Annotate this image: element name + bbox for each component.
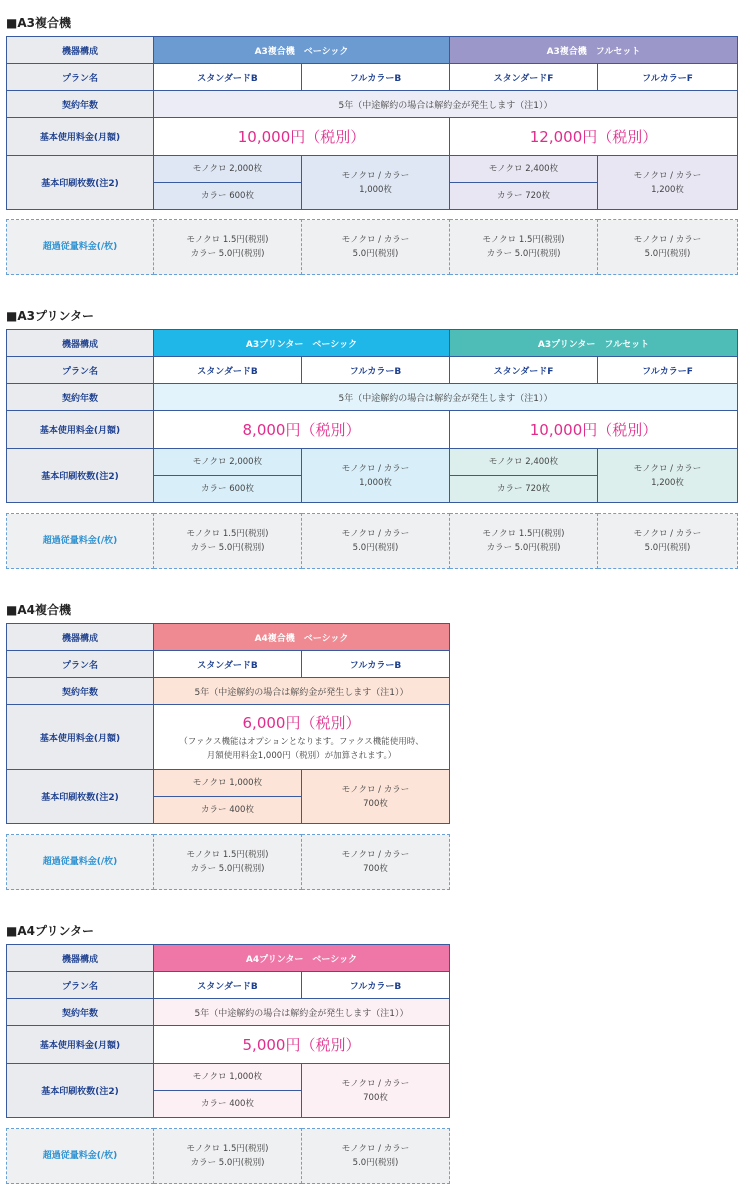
row-label-fee: 基本使用料金(月額) — [7, 1026, 154, 1064]
contract-term: 5年（中途解約の場合は解約金が発生します（注1）） — [154, 999, 450, 1026]
plan-fullcolor-b: フルカラーB — [302, 357, 450, 384]
overage-std-f-color: カラー 5.0円(税別) — [486, 249, 561, 259]
section-title-a3-mfp: ■A3複合機 — [6, 16, 71, 30]
row-label-prints: 基本印刷枚数(注2) — [7, 770, 154, 824]
overage-std-b-mono: モノクロ 1.5円(税別) — [186, 850, 269, 860]
plan-standard-b: スタンダードB — [154, 651, 302, 678]
overage-std-b-color: カラー 5.0円(税別) — [190, 543, 265, 553]
plan-standard-b: スタンダードB — [154, 972, 302, 999]
row-label-fee: 基本使用料金(月額) — [7, 411, 154, 449]
row-label-machine: 機器構成 — [7, 624, 154, 651]
std-f-mono-count: モノクロ 2,400枚 — [450, 156, 598, 183]
full-b-count-line1: モノクロ / カラー — [341, 784, 410, 795]
fax-option-note — [154, 735, 449, 763]
a3-printer-overage-table — [6, 513, 738, 569]
price-basic-value: 5,000円（税別） — [242, 1036, 361, 1054]
section-title-a4-mfp: ■A4複合機 — [6, 603, 71, 617]
std-b-mono-count: モノクロ 2,000枚 — [154, 156, 302, 183]
overage-full-b-line1: モノクロ / カラー — [341, 1144, 410, 1154]
plan-standard-b: スタンダードB — [154, 357, 302, 384]
full-b-count-line2: 1,000枚 — [359, 477, 392, 488]
a4-mfp-overage-table — [6, 834, 450, 890]
section-title-a4-printer: ■A4プリンター — [6, 924, 95, 938]
header-a3-mfp-fullset: A3複合機 フルセット — [450, 37, 738, 64]
full-f-count-line2: 1,200枚 — [651, 477, 684, 488]
overage-std-b-color: カラー 5.0円(税別) — [190, 864, 265, 874]
std-b-color-count: カラー 600枚 — [154, 183, 302, 210]
row-label-plan: プラン名 — [7, 64, 154, 91]
full-b-count — [302, 770, 450, 824]
header-a4-printer-basic: A4プリンター ベーシック — [154, 945, 450, 972]
row-label-machine: 機器構成 — [7, 37, 154, 64]
plan-fullcolor-f: フルカラーF — [598, 64, 738, 91]
full-b-count — [302, 449, 450, 503]
overage-std-f — [450, 220, 598, 275]
price-basic — [154, 1026, 450, 1064]
full-b-count-line1: モノクロ / カラー — [341, 463, 410, 474]
price-basic — [154, 705, 450, 770]
full-b-count-line2: 700枚 — [363, 1092, 388, 1103]
row-label-fee: 基本使用料金(月額) — [7, 118, 154, 156]
plan-fullcolor-b: フルカラーB — [302, 972, 450, 999]
row-label-machine: 機器構成 — [7, 945, 154, 972]
overage-full-b-line1: モノクロ / カラー — [341, 235, 410, 245]
std-b-mono-count: モノクロ 2,000枚 — [154, 449, 302, 476]
price-basic — [154, 118, 450, 156]
overage-full-b-line1: モノクロ / カラー — [341, 529, 410, 539]
price-fullset-value: 10,000円（税別） — [529, 421, 658, 439]
overage-full-b — [302, 1129, 450, 1184]
row-label-prints: 基本印刷枚数(注2) — [7, 156, 154, 210]
overage-full-b-line1: モノクロ / カラー — [341, 850, 410, 860]
fax-option-note-line2: 月額使用料金1,000円（税別）が加算されます。） — [206, 750, 397, 761]
full-f-count — [598, 156, 738, 210]
full-f-count-line1: モノクロ / カラー — [633, 170, 702, 181]
plan-fullcolor-b: フルカラーB — [302, 651, 450, 678]
a3-mfp-overage-table — [6, 219, 738, 275]
header-a3-printer-basic: A3プリンター ベーシック — [154, 330, 450, 357]
a4-printer-plan-table — [6, 944, 450, 1118]
row-label-fee: 基本使用料金(月額) — [7, 705, 154, 770]
a3-printer-plan-table — [6, 329, 738, 503]
overage-std-f-mono: モノクロ 1.5円(税別) — [482, 529, 565, 539]
full-b-count — [302, 156, 450, 210]
std-b-mono-count: モノクロ 1,000枚 — [154, 770, 302, 797]
full-b-count — [302, 1064, 450, 1118]
overage-std-f — [450, 514, 598, 569]
overage-std-b-mono: モノクロ 1.5円(税別) — [186, 235, 269, 245]
overage-full-b-line2: 700枚 — [363, 864, 388, 874]
overage-full-f-line2: 5.0円(税別) — [644, 249, 691, 259]
plan-standard-b: スタンダードB — [154, 64, 302, 91]
full-b-count-line2: 700枚 — [363, 798, 388, 809]
overage-std-b — [154, 220, 302, 275]
overage-std-b-color: カラー 5.0円(税別) — [190, 1158, 265, 1168]
overage-full-f-line1: モノクロ / カラー — [633, 529, 702, 539]
overage-full-b — [302, 835, 450, 890]
a4-printer-overage-table — [6, 1128, 450, 1184]
row-label-overage: 超過従量料金(/枚) — [7, 835, 154, 890]
full-f-count-line1: モノクロ / カラー — [633, 463, 702, 474]
row-label-plan: プラン名 — [7, 357, 154, 384]
price-basic-value: 6,000円（税別） — [242, 713, 361, 732]
plan-fullcolor-b: フルカラーB — [302, 64, 450, 91]
overage-full-f — [598, 220, 738, 275]
overage-full-b-line2: 5.0円(税別) — [352, 1158, 399, 1168]
price-fullset-value: 12,000円（税別） — [529, 128, 658, 146]
overage-full-f — [598, 514, 738, 569]
full-b-count-line2: 1,000枚 — [359, 184, 392, 195]
plan-fullcolor-f: フルカラーF — [598, 357, 738, 384]
row-label-prints: 基本印刷枚数(注2) — [7, 1064, 154, 1118]
overage-full-b — [302, 220, 450, 275]
std-f-mono-count: モノクロ 2,400枚 — [450, 449, 598, 476]
full-b-count-line1: モノクロ / カラー — [341, 1078, 410, 1089]
row-label-contract: 契約年数 — [7, 999, 154, 1026]
section-title-a3-printer: ■A3プリンター — [6, 309, 95, 323]
contract-term: 5年（中途解約の場合は解約金が発生します（注1）） — [154, 678, 450, 705]
full-f-count — [598, 449, 738, 503]
overage-std-f-mono: モノクロ 1.5円(税別) — [482, 235, 565, 245]
price-basic — [154, 411, 450, 449]
std-b-color-count: カラー 400枚 — [154, 1091, 302, 1118]
row-label-plan: プラン名 — [7, 651, 154, 678]
plan-standard-f: スタンダードF — [450, 357, 598, 384]
price-basic-value: 8,000円（税別） — [242, 421, 361, 439]
row-label-machine: 機器構成 — [7, 330, 154, 357]
fax-option-note-line1: （ファクス機能はオプションとなります。ファクス機能使用時、 — [179, 736, 424, 747]
std-b-color-count: カラー 600枚 — [154, 476, 302, 503]
overage-full-f-line1: モノクロ / カラー — [633, 235, 702, 245]
overage-std-b — [154, 835, 302, 890]
std-b-mono-count: モノクロ 1,000枚 — [154, 1064, 302, 1091]
full-b-count-line1: モノクロ / カラー — [341, 170, 410, 181]
std-b-color-count: カラー 400枚 — [154, 797, 302, 824]
overage-std-b — [154, 514, 302, 569]
row-label-overage: 超過従量料金(/枚) — [7, 220, 154, 275]
row-label-overage: 超過従量料金(/枚) — [7, 1129, 154, 1184]
price-basic-value: 10,000円（税別） — [237, 128, 366, 146]
row-label-plan: プラン名 — [7, 972, 154, 999]
overage-std-b-mono: モノクロ 1.5円(税別) — [186, 529, 269, 539]
a3-mfp-plan-table — [6, 36, 738, 210]
price-fullset — [450, 411, 738, 449]
overage-std-b-color: カラー 5.0円(税別) — [190, 249, 265, 259]
header-a4-mfp-basic: A4複合機 ベーシック — [154, 624, 450, 651]
std-f-color-count: カラー 720枚 — [450, 183, 598, 210]
plan-standard-f: スタンダードF — [450, 64, 598, 91]
overage-full-b-line2: 5.0円(税別) — [352, 543, 399, 553]
std-f-color-count: カラー 720枚 — [450, 476, 598, 503]
contract-term: 5年（中途解約の場合は解約金が発生します（注1）） — [154, 91, 738, 118]
overage-full-f-line2: 5.0円(税別) — [644, 543, 691, 553]
overage-std-b-mono: モノクロ 1.5円(税別) — [186, 1144, 269, 1154]
overage-std-b — [154, 1129, 302, 1184]
row-label-contract: 契約年数 — [7, 91, 154, 118]
full-f-count-line2: 1,200枚 — [651, 184, 684, 195]
overage-full-b — [302, 514, 450, 569]
header-a3-printer-fullset: A3プリンター フルセット — [450, 330, 738, 357]
overage-full-b-line2: 5.0円(税別) — [352, 249, 399, 259]
row-label-prints: 基本印刷枚数(注2) — [7, 449, 154, 503]
overage-std-f-color: カラー 5.0円(税別) — [486, 543, 561, 553]
row-label-contract: 契約年数 — [7, 384, 154, 411]
row-label-contract: 契約年数 — [7, 678, 154, 705]
header-a3-mfp-basic: A3複合機 ベーシック — [154, 37, 450, 64]
contract-term: 5年（中途解約の場合は解約金が発生します（注1）） — [154, 384, 738, 411]
row-label-overage: 超過従量料金(/枚) — [7, 514, 154, 569]
a4-mfp-plan-table — [6, 623, 450, 824]
price-fullset — [450, 118, 738, 156]
